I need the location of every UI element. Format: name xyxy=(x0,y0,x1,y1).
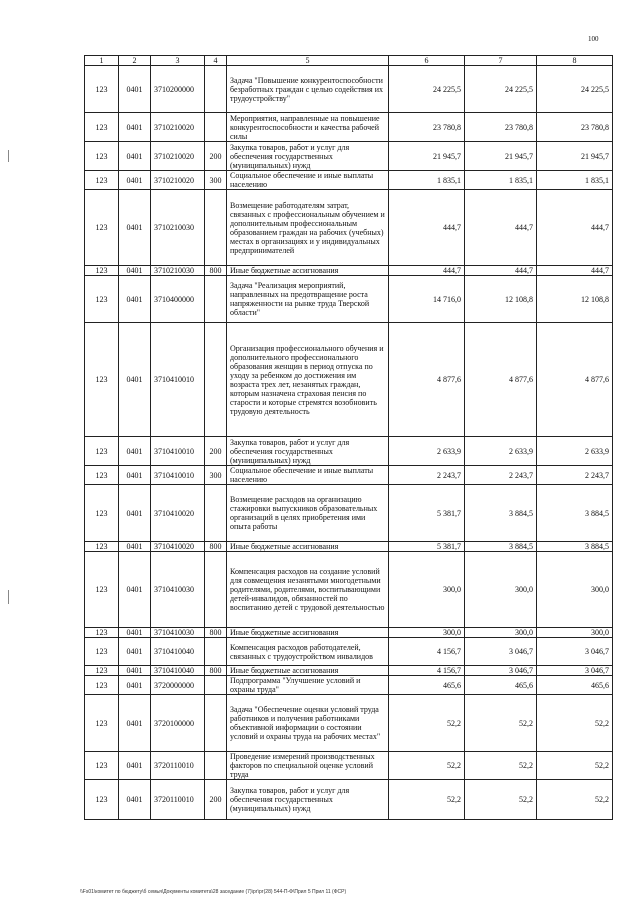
table-row xyxy=(85,276,613,323)
cell-c6: 444,7 xyxy=(389,266,465,276)
cell-c8: 465,6 xyxy=(537,676,613,695)
cell-c2: 0401 xyxy=(119,266,151,276)
cell-c4 xyxy=(205,552,227,628)
cell-c4: 200 xyxy=(205,142,227,171)
table-row xyxy=(85,628,613,638)
cell-c4 xyxy=(205,638,227,666)
cell-c5: Иные бюджетные ассигнования xyxy=(227,666,389,676)
cell-c5: Компенсация расходов на создание условий для совмещения незанятыми многодетными родителями, родителями, воспитывающими детей-инвалидов, обязанностей по воспитанию детей с трудовой деятельностью xyxy=(227,552,389,628)
cell-c3: 3710210020 xyxy=(151,171,205,190)
cell-c1: 123 xyxy=(85,552,119,628)
cell-c1: 123 xyxy=(85,466,119,485)
cell-c1: 123 xyxy=(85,190,119,266)
cell-c5: Задача "Обеспечение оценки условий труда работников и получения работниками объективной информации о состоянии условий и охраны труда на рабочих местах" xyxy=(227,695,389,752)
cell-c2: 0401 xyxy=(119,638,151,666)
cell-c4: 800 xyxy=(205,628,227,638)
column-header: 5 xyxy=(227,56,389,66)
cell-c3: 3710410010 xyxy=(151,437,205,466)
header-row xyxy=(85,56,613,66)
cell-c5: Социальное обеспечение и иные выплаты населению xyxy=(227,466,389,485)
cell-c1: 123 xyxy=(85,142,119,171)
cell-c7: 444,7 xyxy=(465,266,537,276)
column-header: 4 xyxy=(205,56,227,66)
cell-c7: 465,6 xyxy=(465,676,537,695)
cell-c5: Задача "Реализация мероприятий, направленных на предотвращение роста напряженности на рынке труда Тверской области" xyxy=(227,276,389,323)
cell-c8: 52,2 xyxy=(537,780,613,820)
cell-c7: 444,7 xyxy=(465,190,537,266)
cell-c5: Проведение измерений производственных факторов по специальной оценке условий труда xyxy=(227,752,389,780)
cell-c6: 4 877,6 xyxy=(389,323,465,437)
cell-c5: Организация профессионального обучения и дополнительного профессионального образования женщин в период отпуска по уходу за ребенком до достижения им возраста трех лет, незанятых граждан, которым назначена страховая пенсия по старости и которые стремятся возобновить трудовую деятельность xyxy=(227,323,389,437)
cell-c1: 123 xyxy=(85,276,119,323)
cell-c8: 52,2 xyxy=(537,695,613,752)
cell-c7: 12 108,8 xyxy=(465,276,537,323)
table-row xyxy=(85,437,613,466)
cell-c7: 21 945,7 xyxy=(465,142,537,171)
cell-c5: Иные бюджетные ассигнования xyxy=(227,542,389,552)
cell-c3: 3710400000 xyxy=(151,276,205,323)
table-row xyxy=(85,552,613,628)
cell-c3: 3720110010 xyxy=(151,780,205,820)
cell-c7: 2 633,9 xyxy=(465,437,537,466)
cell-c1: 123 xyxy=(85,323,119,437)
cell-c1: 123 xyxy=(85,676,119,695)
cell-c7: 2 243,7 xyxy=(465,466,537,485)
cell-c4 xyxy=(205,676,227,695)
cell-c8: 3 046,7 xyxy=(537,638,613,666)
cell-c8: 4 877,6 xyxy=(537,323,613,437)
cell-c8: 23 780,8 xyxy=(537,113,613,142)
cell-c5: Закупка товаров, работ и услуг для обеспечения государственных (муниципальных) нужд xyxy=(227,142,389,171)
table-row xyxy=(85,323,613,437)
cell-c2: 0401 xyxy=(119,142,151,171)
cell-c4 xyxy=(205,66,227,113)
cell-c2: 0401 xyxy=(119,437,151,466)
cell-c6: 5 381,7 xyxy=(389,485,465,542)
cell-c4: 800 xyxy=(205,266,227,276)
table-row xyxy=(85,542,613,552)
cell-c5: Задача "Повышение конкурентоспособности безработных граждан с целью содействия их трудоустройству" xyxy=(227,66,389,113)
cell-c5: Возмещение расходов на организацию стажировки выпускников образовательных организаций в целях приобретения ими опыта работы xyxy=(227,485,389,542)
column-header: 7 xyxy=(465,56,537,66)
cell-c2: 0401 xyxy=(119,676,151,695)
cell-c3: 3710200000 xyxy=(151,66,205,113)
cell-c1: 123 xyxy=(85,752,119,780)
cell-c8: 12 108,8 xyxy=(537,276,613,323)
scan-mark xyxy=(8,590,9,604)
cell-c5: Социальное обеспечение и иные выплаты населению xyxy=(227,171,389,190)
cell-c7: 300,0 xyxy=(465,552,537,628)
table-row xyxy=(85,142,613,171)
cell-c7: 24 225,5 xyxy=(465,66,537,113)
cell-c2: 0401 xyxy=(119,113,151,142)
cell-c5: Закупка товаров, работ и услуг для обеспечения государственных (муниципальных) нужд xyxy=(227,437,389,466)
cell-c6: 444,7 xyxy=(389,190,465,266)
cell-c6: 52,2 xyxy=(389,752,465,780)
cell-c3: 3710410030 xyxy=(151,552,205,628)
cell-c3: 3720110010 xyxy=(151,752,205,780)
cell-c7: 52,2 xyxy=(465,695,537,752)
table-row xyxy=(85,171,613,190)
cell-c6: 52,2 xyxy=(389,780,465,820)
cell-c4 xyxy=(205,323,227,437)
cell-c2: 0401 xyxy=(119,628,151,638)
table-row xyxy=(85,666,613,676)
table-row xyxy=(85,485,613,542)
cell-c4: 800 xyxy=(205,666,227,676)
cell-c7: 52,2 xyxy=(465,752,537,780)
cell-c3: 3710210030 xyxy=(151,190,205,266)
cell-c4 xyxy=(205,752,227,780)
cell-c6: 4 156,7 xyxy=(389,638,465,666)
cell-c5: Компенсация расходов работодателей, связанных с трудоустройством инвалидов xyxy=(227,638,389,666)
cell-c4: 200 xyxy=(205,780,227,820)
cell-c8: 3 884,5 xyxy=(537,485,613,542)
cell-c4: 300 xyxy=(205,171,227,190)
cell-c6: 23 780,8 xyxy=(389,113,465,142)
cell-c4 xyxy=(205,695,227,752)
cell-c5: Иные бюджетные ассигнования xyxy=(227,266,389,276)
cell-c3: 3710210030 xyxy=(151,266,205,276)
cell-c2: 0401 xyxy=(119,66,151,113)
cell-c2: 0401 xyxy=(119,752,151,780)
scan-mark xyxy=(8,150,9,162)
page-number: 100 xyxy=(588,35,599,43)
cell-c6: 300,0 xyxy=(389,628,465,638)
cell-c2: 0401 xyxy=(119,171,151,190)
cell-c6: 1 835,1 xyxy=(389,171,465,190)
cell-c1: 123 xyxy=(85,266,119,276)
cell-c2: 0401 xyxy=(119,666,151,676)
cell-c3: 3710410040 xyxy=(151,638,205,666)
cell-c8: 21 945,7 xyxy=(537,142,613,171)
cell-c1: 123 xyxy=(85,542,119,552)
table-row xyxy=(85,780,613,820)
budget-table xyxy=(84,55,613,820)
cell-c8: 444,7 xyxy=(537,190,613,266)
cell-c5: Подпрограмма "Улучшение условий и охраны труда" xyxy=(227,676,389,695)
cell-c1: 123 xyxy=(85,638,119,666)
table-row xyxy=(85,695,613,752)
table-row xyxy=(85,66,613,113)
cell-c4: 300 xyxy=(205,466,227,485)
cell-c3: 3710210020 xyxy=(151,113,205,142)
cell-c5: Мероприятия, направленные на повышение конкурентоспособности и качества рабочей силы xyxy=(227,113,389,142)
cell-c1: 123 xyxy=(85,113,119,142)
cell-c2: 0401 xyxy=(119,190,151,266)
cell-c8: 24 225,5 xyxy=(537,66,613,113)
cell-c8: 2 243,7 xyxy=(537,466,613,485)
cell-c2: 0401 xyxy=(119,695,151,752)
cell-c3: 3710410010 xyxy=(151,466,205,485)
cell-c3: 3710410020 xyxy=(151,485,205,542)
cell-c3: 3710410030 xyxy=(151,628,205,638)
cell-c8: 300,0 xyxy=(537,552,613,628)
cell-c1: 123 xyxy=(85,666,119,676)
cell-c6: 4 156,7 xyxy=(389,666,465,676)
cell-c2: 0401 xyxy=(119,780,151,820)
cell-c4 xyxy=(205,276,227,323)
cell-c6: 24 225,5 xyxy=(389,66,465,113)
file-path-footer: \\Fs01\комитет по бюджету\б семья\Документы комитета\28 заседание (7)\рг\рг(28) 544-П-Ф\Прил 5 Прил 11 (ФСР) xyxy=(80,889,347,895)
column-header: 1 xyxy=(85,56,119,66)
cell-c2: 0401 xyxy=(119,542,151,552)
cell-c1: 123 xyxy=(85,695,119,752)
column-header: 8 xyxy=(537,56,613,66)
cell-c5: Закупка товаров, работ и услуг для обеспечения государственных (муниципальных) нужд xyxy=(227,780,389,820)
cell-c4 xyxy=(205,485,227,542)
cell-c3: 3720000000 xyxy=(151,676,205,695)
cell-c8: 3 046,7 xyxy=(537,666,613,676)
table-row xyxy=(85,638,613,666)
cell-c6: 52,2 xyxy=(389,695,465,752)
cell-c4 xyxy=(205,113,227,142)
cell-c8: 444,7 xyxy=(537,266,613,276)
column-header: 6 xyxy=(389,56,465,66)
cell-c7: 3 884,5 xyxy=(465,542,537,552)
cell-c4: 200 xyxy=(205,437,227,466)
cell-c7: 3 046,7 xyxy=(465,638,537,666)
cell-c2: 0401 xyxy=(119,466,151,485)
table-row xyxy=(85,466,613,485)
column-header: 2 xyxy=(119,56,151,66)
cell-c3: 3710410040 xyxy=(151,666,205,676)
cell-c1: 123 xyxy=(85,66,119,113)
cell-c2: 0401 xyxy=(119,276,151,323)
cell-c3: 3720100000 xyxy=(151,695,205,752)
cell-c4: 800 xyxy=(205,542,227,552)
cell-c7: 3 884,5 xyxy=(465,485,537,542)
cell-c6: 2 633,9 xyxy=(389,437,465,466)
table-row xyxy=(85,752,613,780)
cell-c3: 3710210020 xyxy=(151,142,205,171)
cell-c1: 123 xyxy=(85,485,119,542)
cell-c7: 3 046,7 xyxy=(465,666,537,676)
table-row xyxy=(85,266,613,276)
cell-c7: 4 877,6 xyxy=(465,323,537,437)
cell-c5: Иные бюджетные ассигнования xyxy=(227,628,389,638)
cell-c2: 0401 xyxy=(119,485,151,542)
cell-c6: 465,6 xyxy=(389,676,465,695)
cell-c4 xyxy=(205,190,227,266)
cell-c7: 52,2 xyxy=(465,780,537,820)
cell-c7: 300,0 xyxy=(465,628,537,638)
cell-c1: 123 xyxy=(85,437,119,466)
cell-c2: 0401 xyxy=(119,552,151,628)
table-row xyxy=(85,676,613,695)
cell-c6: 5 381,7 xyxy=(389,542,465,552)
table-row xyxy=(85,190,613,266)
cell-c1: 123 xyxy=(85,171,119,190)
cell-c6: 2 243,7 xyxy=(389,466,465,485)
cell-c8: 1 835,1 xyxy=(537,171,613,190)
cell-c2: 0401 xyxy=(119,323,151,437)
cell-c3: 3710410020 xyxy=(151,542,205,552)
cell-c8: 300,0 xyxy=(537,628,613,638)
cell-c6: 21 945,7 xyxy=(389,142,465,171)
cell-c3: 3710410010 xyxy=(151,323,205,437)
cell-c6: 14 716,0 xyxy=(389,276,465,323)
cell-c8: 52,2 xyxy=(537,752,613,780)
column-header: 3 xyxy=(151,56,205,66)
cell-c6: 300,0 xyxy=(389,552,465,628)
cell-c7: 1 835,1 xyxy=(465,171,537,190)
cell-c7: 23 780,8 xyxy=(465,113,537,142)
table-row xyxy=(85,113,613,142)
cell-c1: 123 xyxy=(85,780,119,820)
cell-c8: 2 633,9 xyxy=(537,437,613,466)
cell-c5: Возмещение работодателям затрат, связанных с профессиональным обучением и дополнительным профессиональным образованием граждан на рабочих (учебных) местах в организациях и у индивидуальных предпринимателей xyxy=(227,190,389,266)
cell-c8: 3 884,5 xyxy=(537,542,613,552)
cell-c1: 123 xyxy=(85,628,119,638)
